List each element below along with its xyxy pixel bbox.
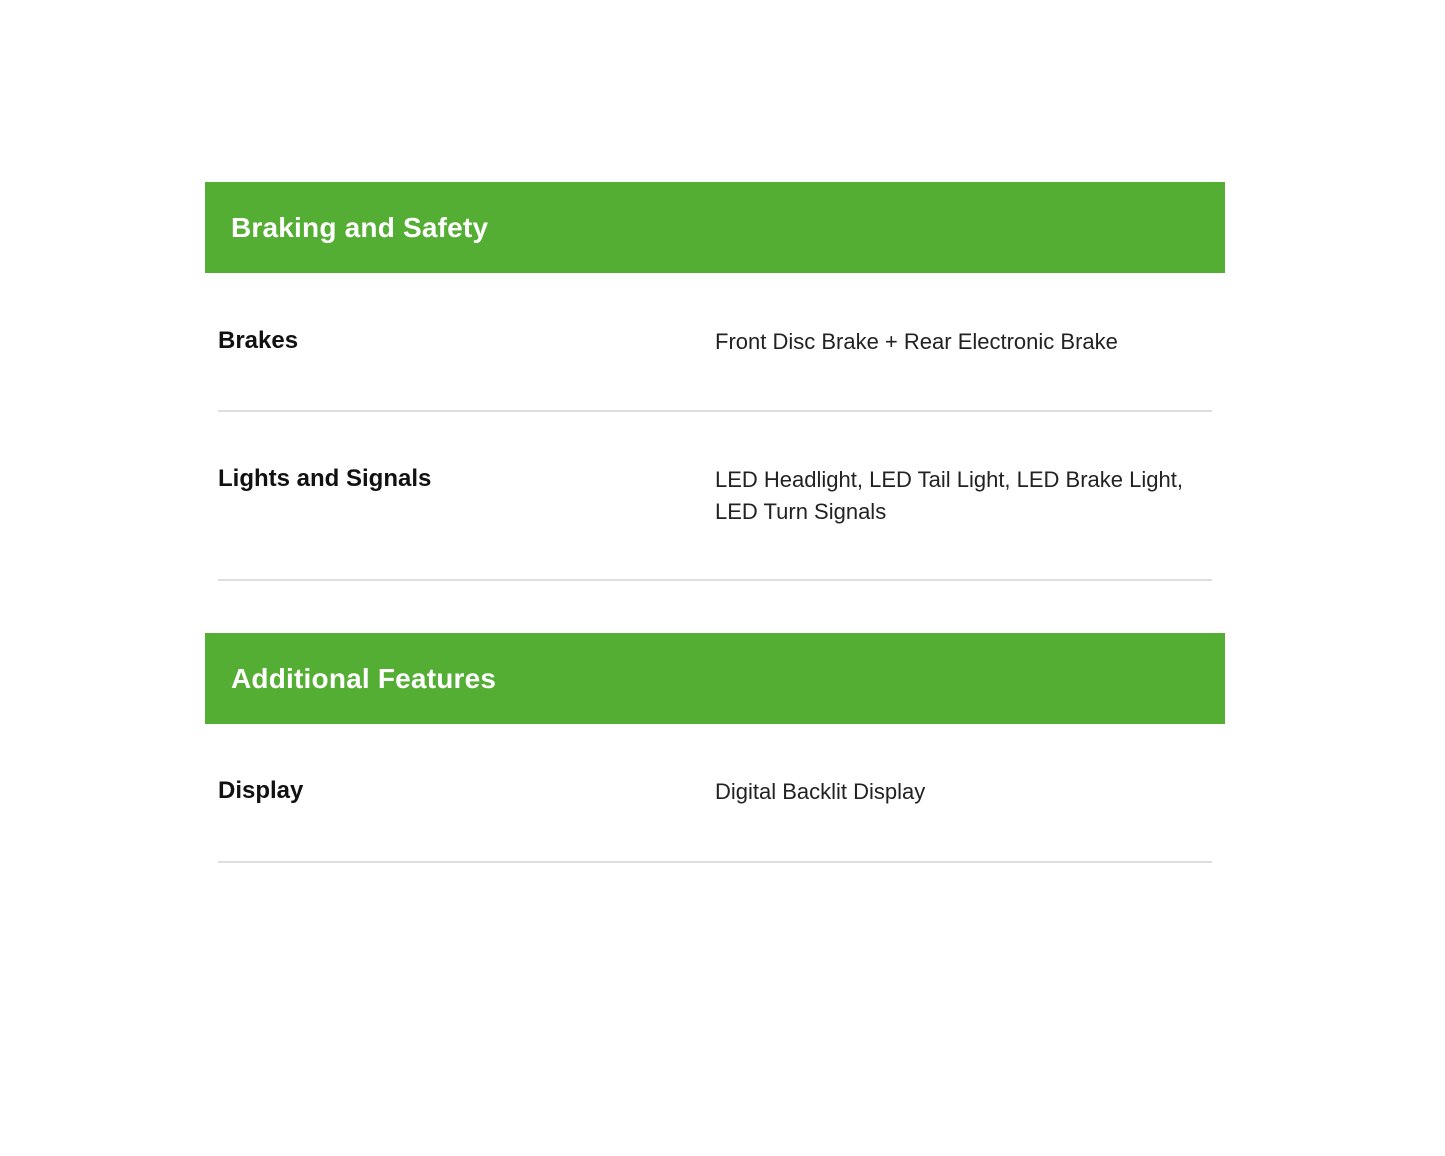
spec-row-lights-and-signals [218,412,1212,581]
spec-row-brakes [218,273,1212,412]
spec-label: Display [218,777,304,804]
spec-row-display [218,724,1212,863]
spec-label: Brakes [218,327,299,354]
specifications-table [205,182,1225,863]
section-title: Additional Features [231,662,497,694]
spec-value-line: LED Headlight, LED Tail Light, LED Brake Light, [715,467,1183,492]
section-header-braking-and-safety [205,182,1225,273]
spec-value: Digital Backlit Display [715,779,926,804]
section-title: Braking and Safety [231,211,489,243]
spec-value-line: LED Turn Signals [715,499,887,524]
spec-value [715,464,1212,579]
spec-value: Front Disc Brake + Rear Electronic Brake [715,329,1118,354]
section-header-additional-features [205,633,1225,724]
section-spacer [205,581,1225,633]
spec-label: Lights and Signals [218,465,432,492]
